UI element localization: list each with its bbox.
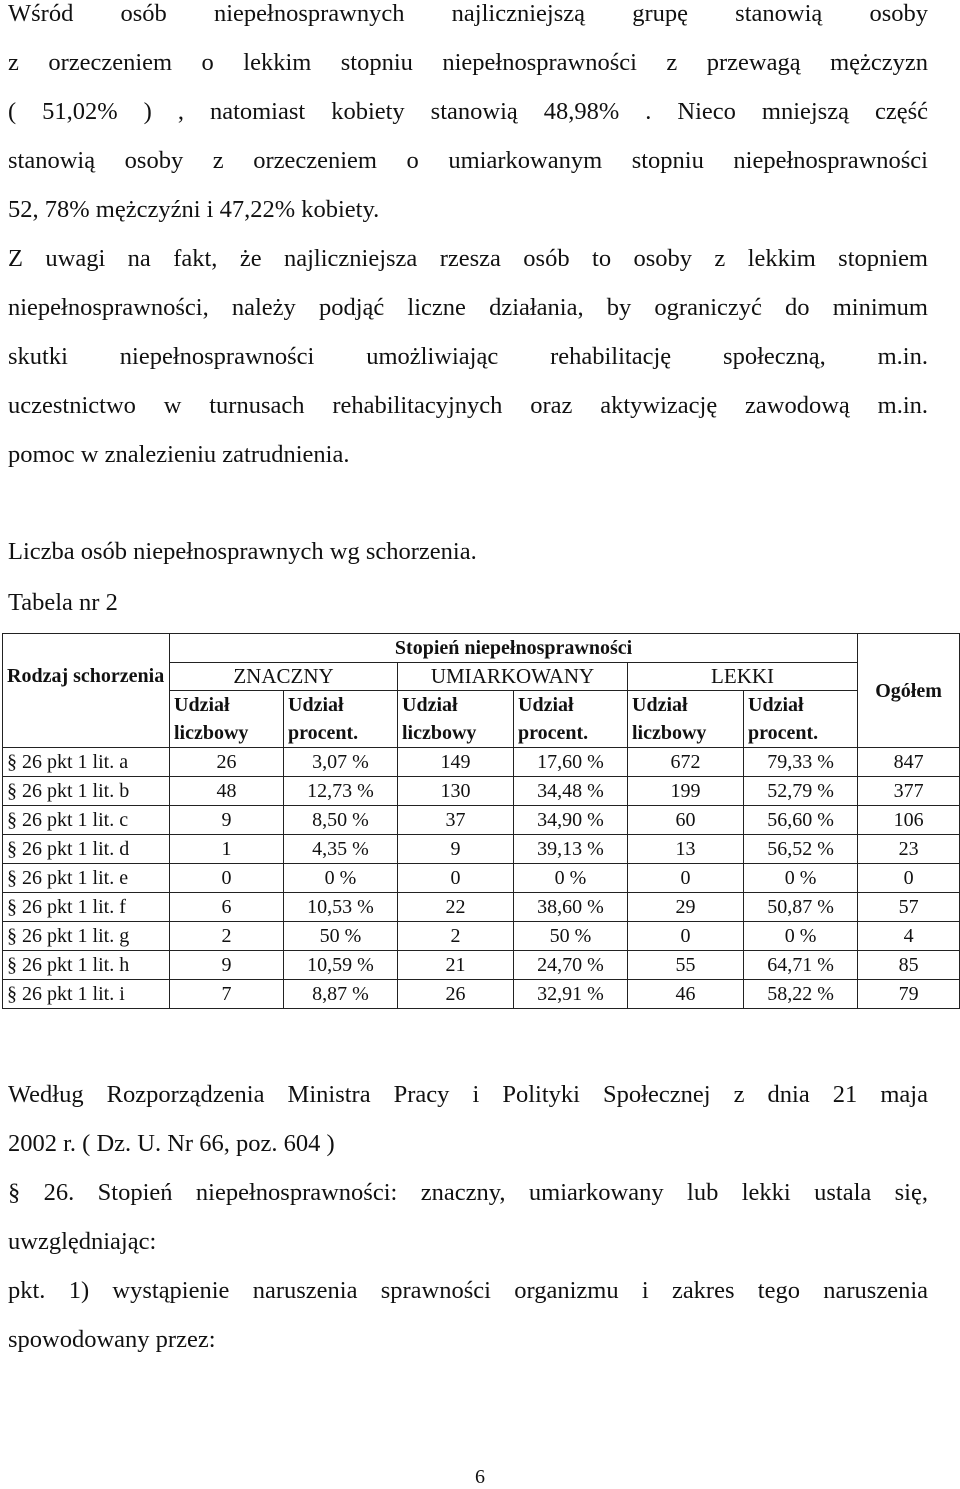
table-row (3, 922, 960, 951)
text-line: spowodowany przez: (8, 1326, 216, 1353)
table-cell: 50 % (514, 922, 628, 951)
sub-header: Udział liczbowy (170, 691, 284, 748)
table-row (3, 806, 960, 835)
text-line: Według Rozporządzenia Ministra Pracy i Polityki Społecznej z dnia 21 maja (8, 1081, 928, 1108)
table-cell: 130 (398, 777, 514, 806)
sub-header: Udział procent. (284, 691, 398, 748)
text-line: skutki niepełnosprawności umożliwiając rehabilitację społeczną, m.in. (8, 343, 928, 370)
table-cell: 672 (628, 748, 744, 777)
table-cell: 8,50 % (284, 806, 398, 835)
row-label: § 26 pkt 1 lit. a (3, 748, 170, 777)
table-cell: 3,07 % (284, 748, 398, 777)
paragraph-1 (8, 0, 928, 234)
table-cell: 17,60 % (514, 748, 628, 777)
table-cell: 0 (170, 864, 284, 893)
page-number: 6 (475, 1466, 485, 1488)
text-line: uwzględniając: (8, 1228, 157, 1255)
table-cell: 10,53 % (284, 893, 398, 922)
table-cell: 85 (858, 951, 960, 980)
table-cell: 0 (398, 864, 514, 893)
table-cell: 0 (858, 864, 960, 893)
row-label: § 26 pkt 1 lit. g (3, 922, 170, 951)
group-header: Stopień niepełnosprawności (170, 634, 858, 663)
table-cell: 8,87 % (284, 980, 398, 1009)
table-cell: 56,52 % (744, 835, 858, 864)
table-cell: 22 (398, 893, 514, 922)
table-cell: 21 (398, 951, 514, 980)
sub-header: Udział liczbowy (398, 691, 514, 748)
rodzaj-header: Rodzaj schorzenia (3, 662, 170, 748)
text-line: Wśród osób niepełnosprawnych najliczniejszą grupę stanowią osoby (8, 0, 928, 27)
table-cell: 34,48 % (514, 777, 628, 806)
row-label: § 26 pkt 1 lit. i (3, 980, 170, 1009)
table-cell: 4,35 % (284, 835, 398, 864)
level-header-lekki: LEKKI (628, 662, 858, 691)
table-corner (3, 634, 170, 663)
table-cell: 29 (628, 893, 744, 922)
table-cell: 58,22 % (744, 980, 858, 1009)
row-label: § 26 pkt 1 lit. e (3, 864, 170, 893)
table-caption: Liczba osób niepełnosprawnych wg schorzenia. (8, 538, 477, 565)
table-cell: 56,60 % (744, 806, 858, 835)
table-cell: 0 % (284, 864, 398, 893)
table-cell: 9 (170, 806, 284, 835)
level-header-znaczny: ZNACZNY (170, 662, 398, 691)
table-cell: 26 (398, 980, 514, 1009)
row-label: § 26 pkt 1 lit. h (3, 951, 170, 980)
text-line: niepełnosprawności, należy podjąć liczne działania, by ograniczyć do minimum (8, 294, 928, 321)
table-row (3, 777, 960, 806)
table-cell: 10,59 % (284, 951, 398, 980)
table-cell: 50,87 % (744, 893, 858, 922)
table-cell: 32,91 % (514, 980, 628, 1009)
table-cell: 48 (170, 777, 284, 806)
table-cell: 50 % (284, 922, 398, 951)
row-label: § 26 pkt 1 lit. c (3, 806, 170, 835)
table-cell: 34,90 % (514, 806, 628, 835)
table-row (3, 835, 960, 864)
table-cell: 7 (170, 980, 284, 1009)
disability-table (2, 633, 960, 1009)
table-cell: 60 (628, 806, 744, 835)
table-cell: 38,60 % (514, 893, 628, 922)
table-row (3, 748, 960, 777)
sub-header: Udział liczbowy (628, 691, 744, 748)
table-cell: 6 (170, 893, 284, 922)
table-cell: 0 % (744, 922, 858, 951)
table-cell: 55 (628, 951, 744, 980)
table-cell: 149 (398, 748, 514, 777)
table-cell: 0 (628, 922, 744, 951)
table-cell: 57 (858, 893, 960, 922)
table-cell: 12,73 % (284, 777, 398, 806)
table-row (3, 893, 960, 922)
row-label: § 26 pkt 1 lit. b (3, 777, 170, 806)
sub-header: Udział procent. (514, 691, 628, 748)
text-line: pomoc w znalezieniu zatrudnienia. (8, 441, 350, 468)
text-line: ( 51,02% ) , natomiast kobiety stanowią 48,98% . Nieco mniejszą część (8, 98, 928, 125)
table-cell: 199 (628, 777, 744, 806)
row-label: § 26 pkt 1 lit. d (3, 835, 170, 864)
table-label: Tabela nr 2 (8, 589, 118, 616)
table-cell: 37 (398, 806, 514, 835)
table-body (3, 748, 960, 1009)
table-cell: 46 (628, 980, 744, 1009)
text-line: stanowią osoby z orzeczeniem o umiarkowanym stopniu niepełnosprawności (8, 147, 928, 174)
table-cell: 23 (858, 835, 960, 864)
row-label: § 26 pkt 1 lit. f (3, 893, 170, 922)
table-cell: 26 (170, 748, 284, 777)
table-cell: 13 (628, 835, 744, 864)
table-cell: 24,70 % (514, 951, 628, 980)
table-cell: 9 (170, 951, 284, 980)
table-cell: 0 % (744, 864, 858, 893)
table-cell: 2 (170, 922, 284, 951)
table-row (3, 951, 960, 980)
paragraph-3 (8, 1070, 928, 1364)
table-cell: 4 (858, 922, 960, 951)
text-line: 2002 r. ( Dz. U. Nr 66, poz. 604 ) (8, 1130, 335, 1157)
table-cell: 0 (628, 864, 744, 893)
text-line: uczestnictwo w turnusach rehabilitacyjnych oraz aktywizację zawodową m.in. (8, 392, 928, 419)
table-cell: 106 (858, 806, 960, 835)
text-line: 52, 78% mężczyźni i 47,22% kobiety. (8, 196, 380, 223)
table-cell: 0 % (514, 864, 628, 893)
text-line: § 26. Stopień niepełnosprawności: znaczny, umiarkowany lub lekki ustala się, (8, 1179, 928, 1206)
table-row (3, 864, 960, 893)
table-cell: 9 (398, 835, 514, 864)
text-line: z orzeczeniem o lekkim stopniu niepełnosprawności z przewagą mężczyzn (8, 49, 928, 76)
table-cell: 64,71 % (744, 951, 858, 980)
level-header-umiarkowany: UMIARKOWANY (398, 662, 628, 691)
paragraph-2 (8, 234, 928, 479)
table-cell: 377 (858, 777, 960, 806)
table-row (3, 980, 960, 1009)
table-cell: 79 (858, 980, 960, 1009)
text-line: pkt. 1) wystąpienie naruszenia sprawności organizmu i zakres tego naruszenia (8, 1277, 928, 1304)
table-cell: 847 (858, 748, 960, 777)
sub-header: Udział procent. (744, 691, 858, 748)
table-cell: 2 (398, 922, 514, 951)
table-cell: 1 (170, 835, 284, 864)
text-line: Z uwagi na fakt, że najliczniejsza rzesza osób to osoby z lekkim stopniem (8, 245, 928, 272)
table-cell: 52,79 % (744, 777, 858, 806)
table-cell: 79,33 % (744, 748, 858, 777)
table-cell: 39,13 % (514, 835, 628, 864)
total-header: Ogółem (858, 634, 960, 748)
